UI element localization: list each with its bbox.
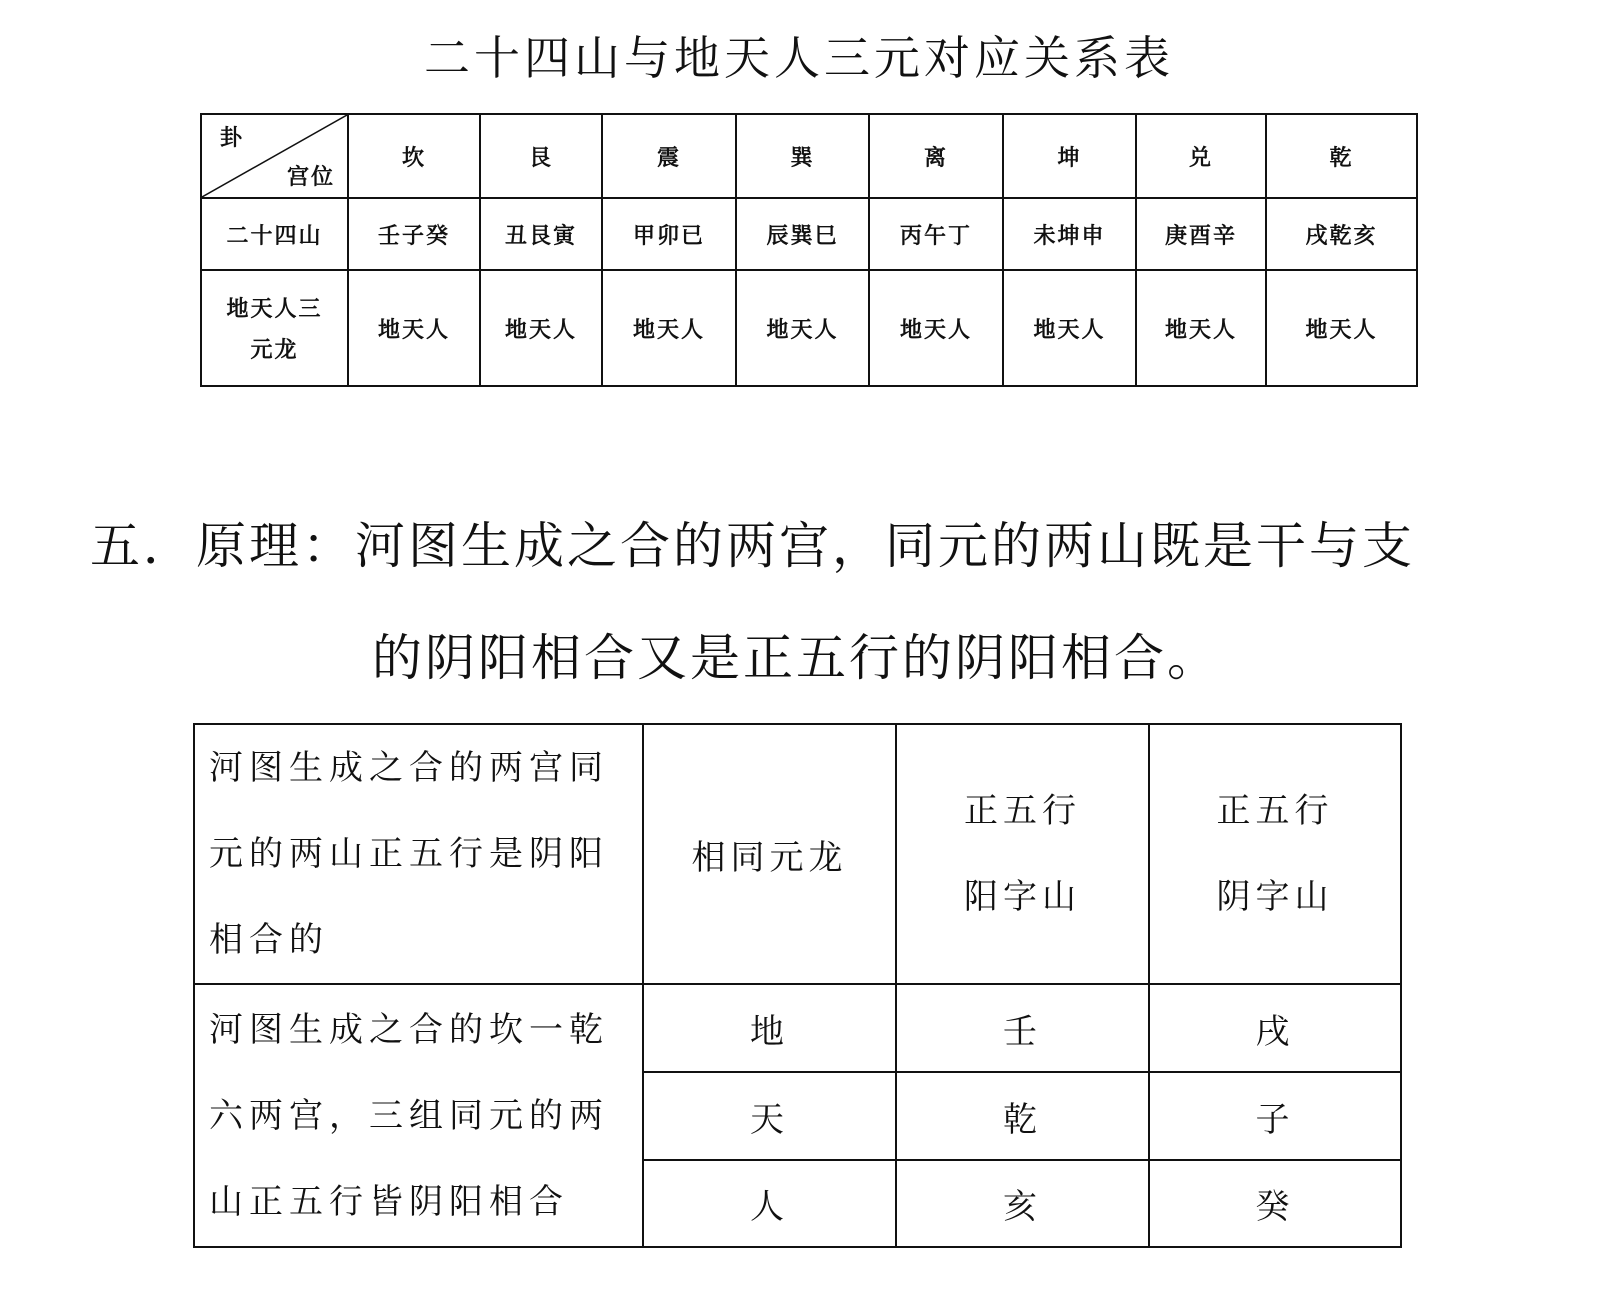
table-row — [201, 198, 1417, 270]
row-label — [201, 270, 348, 386]
body-description — [194, 984, 643, 1247]
table-cell: 地天人 — [869, 270, 1003, 386]
row-label-line: 元龙 — [250, 338, 299, 363]
table-cell: 地天人 — [1003, 270, 1136, 386]
table-cell: 戌 — [1149, 984, 1401, 1072]
header-cell: 震 — [602, 114, 736, 198]
text-line: 六两宫，三组同元的两 — [209, 1095, 609, 1136]
table-cell: 壬 — [896, 984, 1149, 1072]
header-cell: 坎 — [348, 114, 480, 198]
table-cell: 乾 — [896, 1072, 1149, 1160]
header-cell: 乾 — [1266, 114, 1417, 198]
table-cell: 地天人 — [1266, 270, 1417, 386]
table-cell: 丙午丁 — [869, 198, 1003, 270]
table-cell: 未坤申 — [1003, 198, 1136, 270]
table-cell: 壬子癸 — [348, 198, 480, 270]
row-label: 二十四山 — [201, 198, 348, 270]
principle-table — [193, 723, 1402, 1248]
table-cell: 子 — [1149, 1072, 1401, 1160]
table-cell: 亥 — [896, 1160, 1149, 1247]
header-cell — [1149, 724, 1401, 984]
table-cell: 癸 — [1149, 1160, 1401, 1247]
header-cell — [896, 724, 1149, 984]
header-cell: 艮 — [480, 114, 602, 198]
table-cell: 辰巽巳 — [736, 198, 869, 270]
header-row — [201, 114, 1417, 198]
text-line: 元的两山正五行是阴阳 — [209, 834, 609, 874]
table-cell: 地天人 — [480, 270, 602, 386]
table-cell: 地天人 — [602, 270, 736, 386]
table1-title: 二十四山与地天人三元对应关系表 — [424, 31, 1174, 85]
section-heading-line1: 五．原理：河图生成之合的两宫，同元的两山既是干与支 — [90, 517, 1415, 575]
table-cell: 天 — [643, 1072, 896, 1160]
twenty-four-mountains-table — [200, 113, 1418, 387]
table-cell: 戌乾亥 — [1266, 198, 1417, 270]
row-label-line: 地天人三 — [226, 297, 323, 322]
header-cell: 离 — [869, 114, 1003, 198]
text-line: 阳字山 — [964, 877, 1081, 917]
table-cell: 地天人 — [736, 270, 869, 386]
corner-cell — [201, 114, 348, 198]
table-cell: 地天人 — [348, 270, 480, 386]
text-line: 河图生成之合的两宫同 — [209, 748, 609, 788]
text-line: 正五行 — [964, 791, 1081, 831]
header-row — [194, 724, 1401, 984]
text-line: 河图生成之合的坎一乾 — [209, 1009, 609, 1050]
header-cell: 兑 — [1136, 114, 1266, 198]
corner-bottom-label: 宫位 — [286, 165, 335, 190]
header-cell: 巽 — [736, 114, 869, 198]
table-cell: 地 — [643, 984, 896, 1072]
table-row — [201, 270, 1417, 386]
table-cell: 地天人 — [1136, 270, 1266, 386]
text-line: 正五行 — [1216, 791, 1334, 831]
header-cell: 相同元龙 — [643, 724, 896, 984]
text-line: 山正五行皆阴阳相合 — [209, 1181, 569, 1222]
table-row — [194, 984, 1401, 1072]
section-heading-line2: 的阴阳相合又是正五行的阴阳相合。 — [372, 629, 1220, 687]
corner-top-label: 卦 — [220, 126, 245, 151]
header-cell: 坤 — [1003, 114, 1136, 198]
table-cell: 庚酉辛 — [1136, 198, 1266, 270]
header-description — [194, 724, 643, 984]
text-line: 相合的 — [209, 920, 329, 960]
table-cell: 丑艮寅 — [480, 198, 602, 270]
text-line: 阴字山 — [1216, 877, 1334, 917]
table-cell: 人 — [643, 1160, 896, 1247]
table-cell: 甲卯已 — [602, 198, 736, 270]
